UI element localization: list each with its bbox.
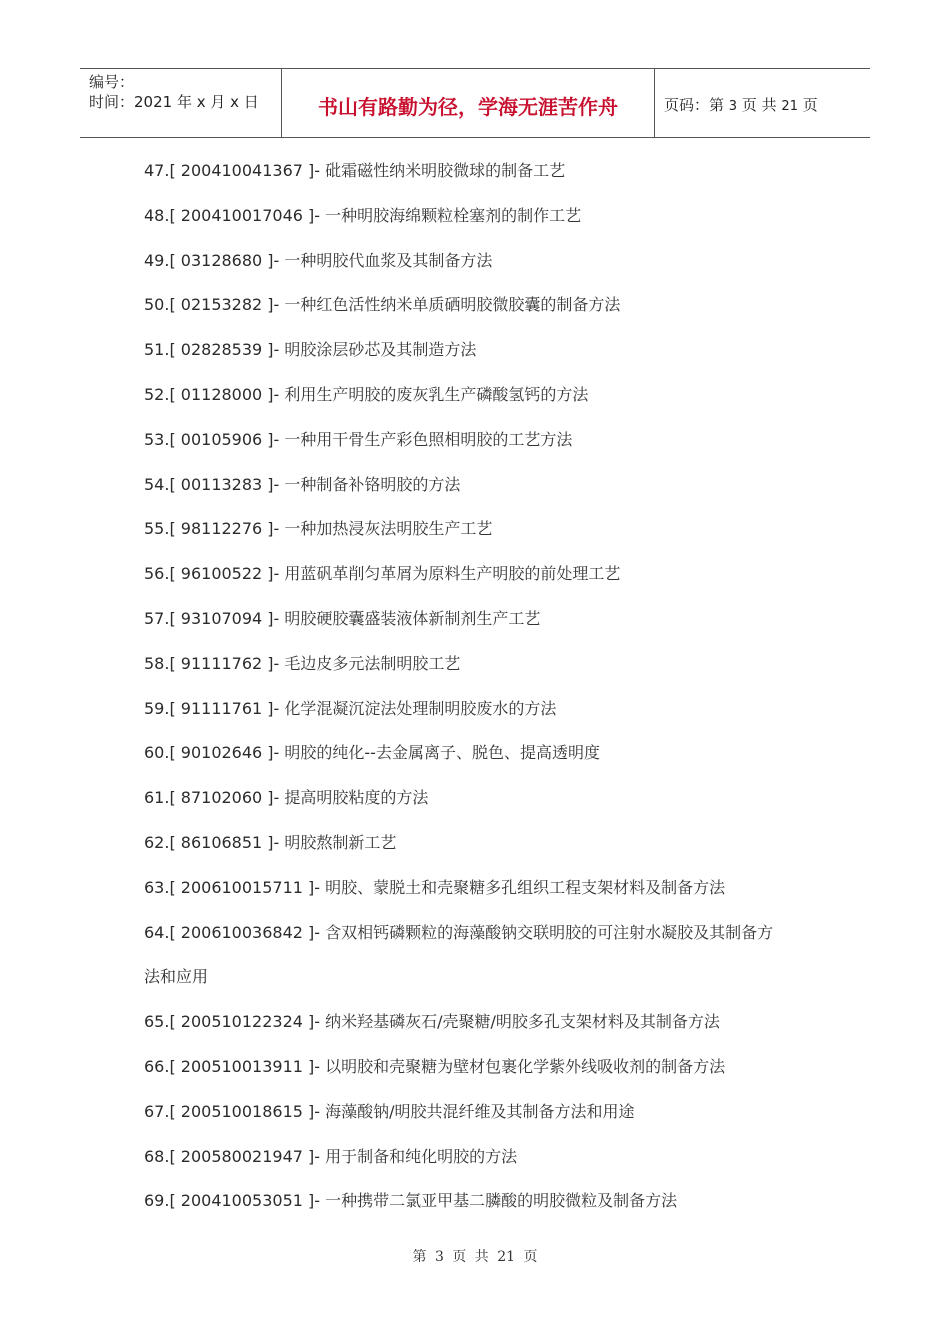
patent-number: 65.[ 200510122324 ]- bbox=[144, 1012, 321, 1032]
patent-title: 提高明胶粘度的方法 bbox=[279, 788, 429, 808]
patent-list-item bbox=[144, 339, 476, 361]
patent-title: 一种制备补铬明胶的方法 bbox=[279, 474, 461, 494]
patent-title: 纳米羟基磷灰石/壳聚糖/明胶多孔支架材料及其制备方法 bbox=[320, 1012, 720, 1032]
patent-title: 海藻酸钠/明胶共混纤维及其制备方法和用途 bbox=[320, 1101, 635, 1121]
patent-list-item bbox=[144, 474, 460, 496]
patent-list-item bbox=[144, 1011, 720, 1033]
patent-list-item bbox=[144, 1146, 517, 1168]
patent-number: 57.[ 93107094 ]- bbox=[144, 609, 280, 628]
patent-list-item bbox=[144, 1101, 635, 1123]
patent-number: 48.[ 200410017046 ]- bbox=[144, 205, 321, 225]
patent-number: 69.[ 200410053051 ]- bbox=[144, 1191, 321, 1211]
patent-list-item bbox=[144, 160, 565, 182]
patent-title: 一种红色活性纳米单质硒明胶微胶囊的制备方法 bbox=[279, 295, 621, 315]
patent-number: 62.[ 86106851 ]- bbox=[144, 833, 280, 852]
patent-list-item bbox=[144, 294, 620, 316]
patent-title: 砒霜磁性纳米明胶微球的制备工艺 bbox=[320, 161, 566, 180]
patent-title: 含双相钙磷颗粒的海藻酸钠交联明胶的可注射水凝胶及其制备方 bbox=[320, 922, 774, 942]
patent-number: 60.[ 90102646 ]- bbox=[144, 743, 280, 763]
patent-number: 47.[ 200410041367 ]- bbox=[144, 161, 321, 180]
patent-number: 61.[ 87102060 ]- bbox=[144, 788, 280, 808]
patent-number: 59.[ 91111761 ]- bbox=[144, 698, 280, 718]
patent-list-item bbox=[144, 563, 620, 585]
patent-list-item bbox=[144, 653, 460, 675]
header-info-cell bbox=[80, 69, 282, 137]
page-code-current: 3 bbox=[728, 99, 738, 114]
patent-list-item bbox=[144, 698, 556, 720]
patent-number: 54.[ 00113283 ]- bbox=[144, 474, 280, 494]
patent-list-item bbox=[144, 384, 588, 406]
patent-title: 一种加热浸灰法明胶生产工艺 bbox=[279, 519, 493, 539]
patent-title: 明胶、蒙脱土和壳聚糖多孔组织工程支架材料及制备方法 bbox=[320, 877, 726, 897]
patent-number: 53.[ 00105906 ]- bbox=[144, 429, 280, 449]
patent-list-item bbox=[144, 877, 725, 899]
patent-list-item bbox=[144, 518, 492, 540]
patent-title: 一种用干骨生产彩色照相明胶的工艺方法 bbox=[279, 429, 573, 449]
serial-label: 编号： bbox=[89, 73, 135, 91]
page-code-total: 21 bbox=[781, 99, 798, 114]
patent-list-item bbox=[144, 608, 540, 630]
patent-title: 明胶涂层砂芯及其制造方法 bbox=[279, 340, 477, 360]
patent-title: 化学混凝沉淀法处理制明胶废水的方法 bbox=[279, 698, 557, 718]
page-footer: 第 3 页 共 21 页 bbox=[412, 1249, 538, 1265]
patent-number: 56.[ 96100522 ]- bbox=[144, 564, 280, 584]
patent-title: 明胶熬制新工艺 bbox=[279, 833, 397, 852]
patent-title: 一种携带二氯亚甲基二膦酸的明胶微粒及制备方法 bbox=[320, 1191, 678, 1211]
time-label: 时间：2021 年 x 月 x 日 bbox=[89, 93, 259, 111]
patent-list-item bbox=[144, 832, 396, 854]
patent-number: 49.[ 03128680 ]- bbox=[144, 250, 280, 270]
header-page-cell bbox=[655, 69, 870, 137]
patent-list-item bbox=[144, 205, 581, 227]
patent-number: 55.[ 98112276 ]- bbox=[144, 519, 280, 539]
patent-list-item bbox=[144, 787, 428, 809]
page-header bbox=[80, 68, 870, 138]
patent-title: 用于制备和纯化明胶的方法 bbox=[320, 1146, 518, 1166]
patent-title: 一种明胶海绵颗粒栓塞剂的制作工艺 bbox=[320, 205, 582, 225]
patent-number: 64.[ 200610036842 ]- bbox=[144, 922, 321, 942]
patent-title: 明胶硬胶囊盛装液体新制剂生产工艺 bbox=[279, 609, 541, 628]
patent-list-item bbox=[144, 742, 600, 764]
patent-list-item bbox=[144, 429, 572, 451]
patent-title-continuation: 法和应用 bbox=[144, 967, 209, 987]
page-code-prefix: 页码：第 bbox=[664, 96, 725, 114]
patent-list-item bbox=[144, 922, 773, 944]
patent-number: 50.[ 02153282 ]- bbox=[144, 295, 280, 315]
patent-number: 58.[ 91111762 ]- bbox=[144, 653, 280, 673]
page-code-suffix: 页 bbox=[802, 96, 818, 114]
patent-list-item bbox=[144, 250, 492, 272]
patent-number: 51.[ 02828539 ]- bbox=[144, 340, 280, 360]
patent-number: 52.[ 01128000 ]- bbox=[144, 385, 280, 404]
patent-title: 以明胶和壳聚糖为壁材包裹化学紫外线吸收剂的制备方法 bbox=[320, 1057, 726, 1076]
header-motto: 书山有路勤为径，学海无涯苦作舟 bbox=[318, 95, 618, 119]
patent-title: 一种明胶代血浆及其制备方法 bbox=[279, 250, 493, 270]
patent-list-item bbox=[144, 1190, 677, 1212]
patent-number: 67.[ 200510018615 ]- bbox=[144, 1101, 321, 1121]
patent-number: 63.[ 200610015711 ]- bbox=[144, 877, 321, 897]
patent-title: 用蓝矾革削匀革屑为原料生产明胶的前处理工艺 bbox=[279, 564, 621, 584]
patent-number: 66.[ 200510013911 ]- bbox=[144, 1057, 321, 1076]
page-code-mid: 页 共 bbox=[741, 96, 777, 114]
patent-title: 明胶的纯化--去金属离子、脱色、提高透明度 bbox=[279, 743, 600, 763]
patent-number: 68.[ 200580021947 ]- bbox=[144, 1146, 321, 1166]
patent-title: 利用生产明胶的废灰乳生产磷酸氢钙的方法 bbox=[279, 385, 589, 404]
header-page-code bbox=[664, 94, 818, 115]
patent-list-item bbox=[144, 1056, 725, 1078]
header-motto-cell bbox=[282, 69, 655, 137]
patent-title: 毛边皮多元法制明胶工艺 bbox=[279, 653, 461, 673]
